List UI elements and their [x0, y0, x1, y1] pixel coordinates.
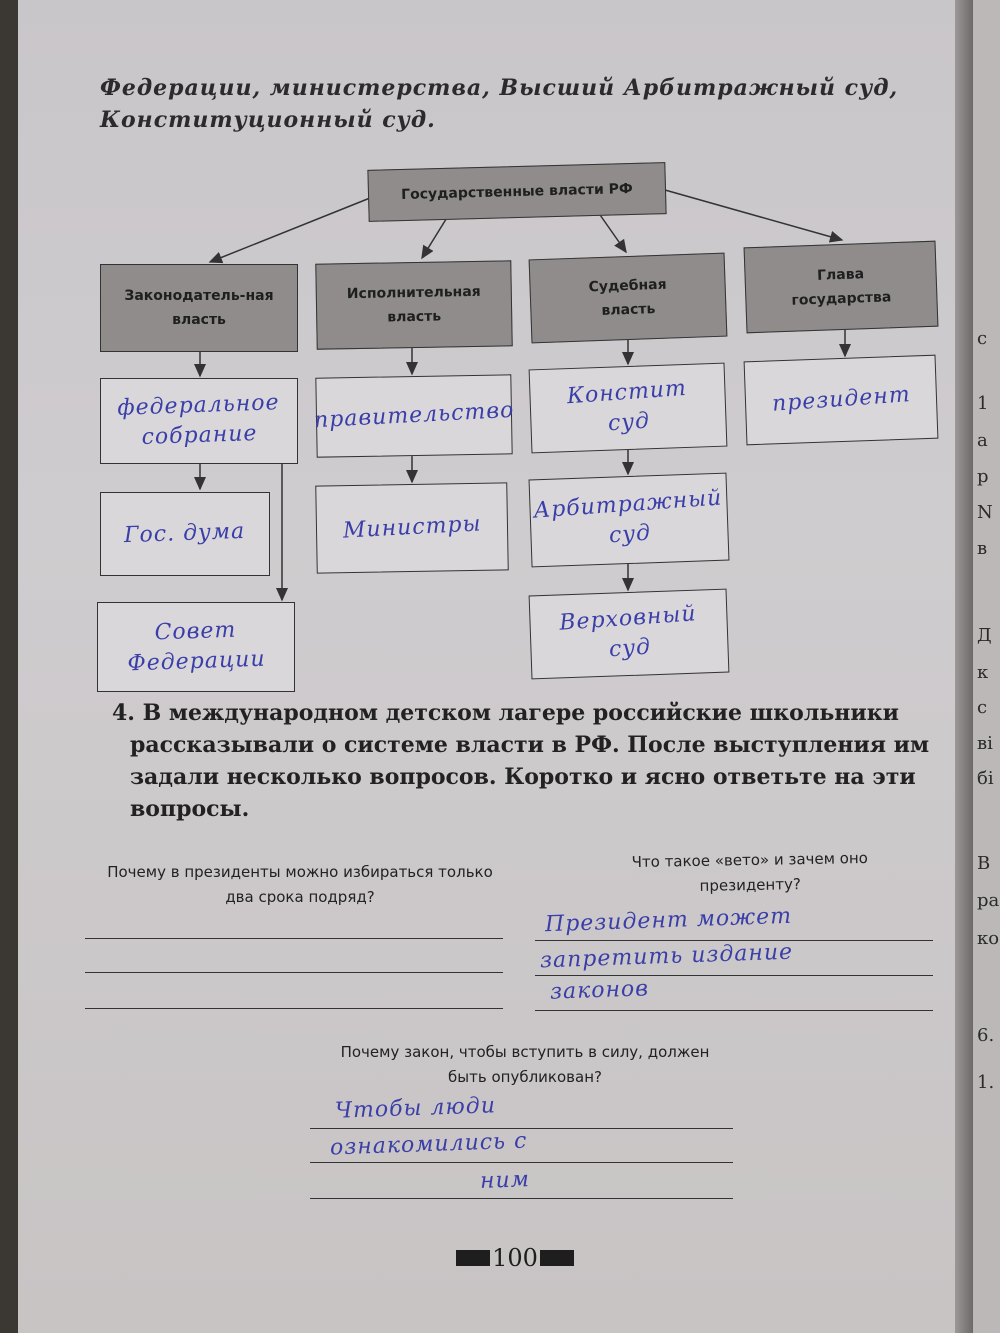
page-number-text: 100 [492, 1244, 538, 1272]
task-number: 4. [112, 700, 135, 726]
branch-executive-label: Исполнительная власть [346, 283, 481, 326]
question-text: Почему закон, чтобы вступить в силу, должен быть опубликован? [340, 1043, 710, 1086]
answer-line[interactable] [85, 972, 503, 973]
handwritten-answer: ознакомились с [329, 1128, 528, 1161]
answer-box-ministers[interactable] [315, 482, 509, 573]
next-page-fragment: ко [977, 928, 1000, 949]
next-page-edge [973, 0, 1000, 1333]
task-text: В международном детском лагере российские школьники рассказывали о системе власти в РФ. После выступления им задали несколько вопросов. Коротко и ясно ответьте на эти вопросы. [130, 700, 930, 822]
answer-box-federation-council[interactable] [97, 602, 295, 692]
answer-line[interactable] [535, 1010, 933, 1011]
branch-judicial [529, 253, 728, 344]
diagram-root [367, 162, 666, 222]
next-page-fragment: Д [977, 625, 992, 646]
handwritten-answer: президент [770, 382, 912, 417]
next-page-fragment: 6. [977, 1025, 995, 1046]
answer-box-constitutional-court[interactable] [529, 363, 728, 454]
handwritten-answer: Гос. дума [123, 518, 246, 549]
next-page-fragment: бі [977, 768, 994, 789]
next-page-fragment: N [977, 502, 993, 523]
answer-line[interactable] [310, 1198, 733, 1199]
diagram-root-label: Государственные власти РФ [400, 180, 634, 204]
handwritten-answer: Президент может [544, 903, 793, 938]
handwritten-answer: запретить издание [539, 939, 794, 974]
handwritten-answer: правительство [313, 397, 515, 434]
handwritten-answer: федеральное собрание [116, 390, 280, 451]
next-page-fragment: ра [977, 890, 1000, 911]
next-page-fragment: ві [977, 733, 993, 754]
next-page-fragment: а [977, 430, 988, 451]
answer-box-state-duma[interactable] [100, 492, 270, 576]
question-text: Что такое «вето» и зачем оно президенту? [631, 848, 869, 895]
handwritten-answer: Министры [342, 511, 482, 544]
answer-line[interactable] [85, 1008, 503, 1009]
page-number-bar-right [540, 1250, 574, 1266]
branch-judicial-label: Судебная власть [588, 276, 667, 319]
next-page-fragment: в [977, 538, 988, 559]
next-page-fragment: В [977, 853, 991, 874]
branch-head-of-state-label: Глава государства [791, 266, 892, 309]
handwritten-answer: ним [479, 1167, 531, 1194]
task-4 [112, 697, 950, 825]
question-veto [590, 845, 911, 901]
handwritten-answer: Совет Федерации [127, 617, 266, 677]
handwritten-answer: Чтобы люди [334, 1093, 497, 1124]
next-page-fragment: 1. [977, 1072, 995, 1093]
next-page-fragment: к [977, 662, 989, 683]
branch-legislative-label: Законодатель-ная власть [124, 288, 274, 328]
answer-box-arbitration-court[interactable] [529, 473, 730, 568]
handwritten-answer: Верховный суд [558, 601, 698, 663]
answer-box-federal-assembly[interactable] [100, 378, 298, 464]
question-publication [320, 1040, 730, 1090]
next-page-fragment: с [977, 697, 988, 718]
branch-legislative [100, 264, 298, 352]
question-two-terms [100, 860, 500, 910]
answer-box-supreme-court[interactable] [529, 589, 730, 680]
branch-head-of-state [744, 241, 939, 334]
branch-executive [315, 260, 512, 349]
page-gutter [955, 0, 973, 1333]
question-text: Почему в президенты можно избираться только два срока подряд? [107, 863, 493, 906]
answer-box-president[interactable] [744, 355, 939, 446]
handwritten-answer: Констит суд [566, 375, 688, 437]
answer-box-government[interactable] [313, 374, 515, 457]
intro-text: Федерации, министерства, Высший Арбитражный суд, Конституционный суд. [100, 75, 899, 133]
next-page-fragment: 1 [977, 393, 989, 414]
answer-line[interactable] [310, 1162, 733, 1163]
page-number-bar-left [456, 1250, 490, 1266]
handwritten-answer: законов [549, 976, 650, 1005]
page-number [455, 1245, 575, 1271]
next-page-fragment: с [977, 328, 988, 349]
next-page-fragment: р [977, 466, 989, 487]
handwritten-answer: Арбитражный суд [532, 485, 724, 549]
answer-line[interactable] [85, 938, 503, 939]
